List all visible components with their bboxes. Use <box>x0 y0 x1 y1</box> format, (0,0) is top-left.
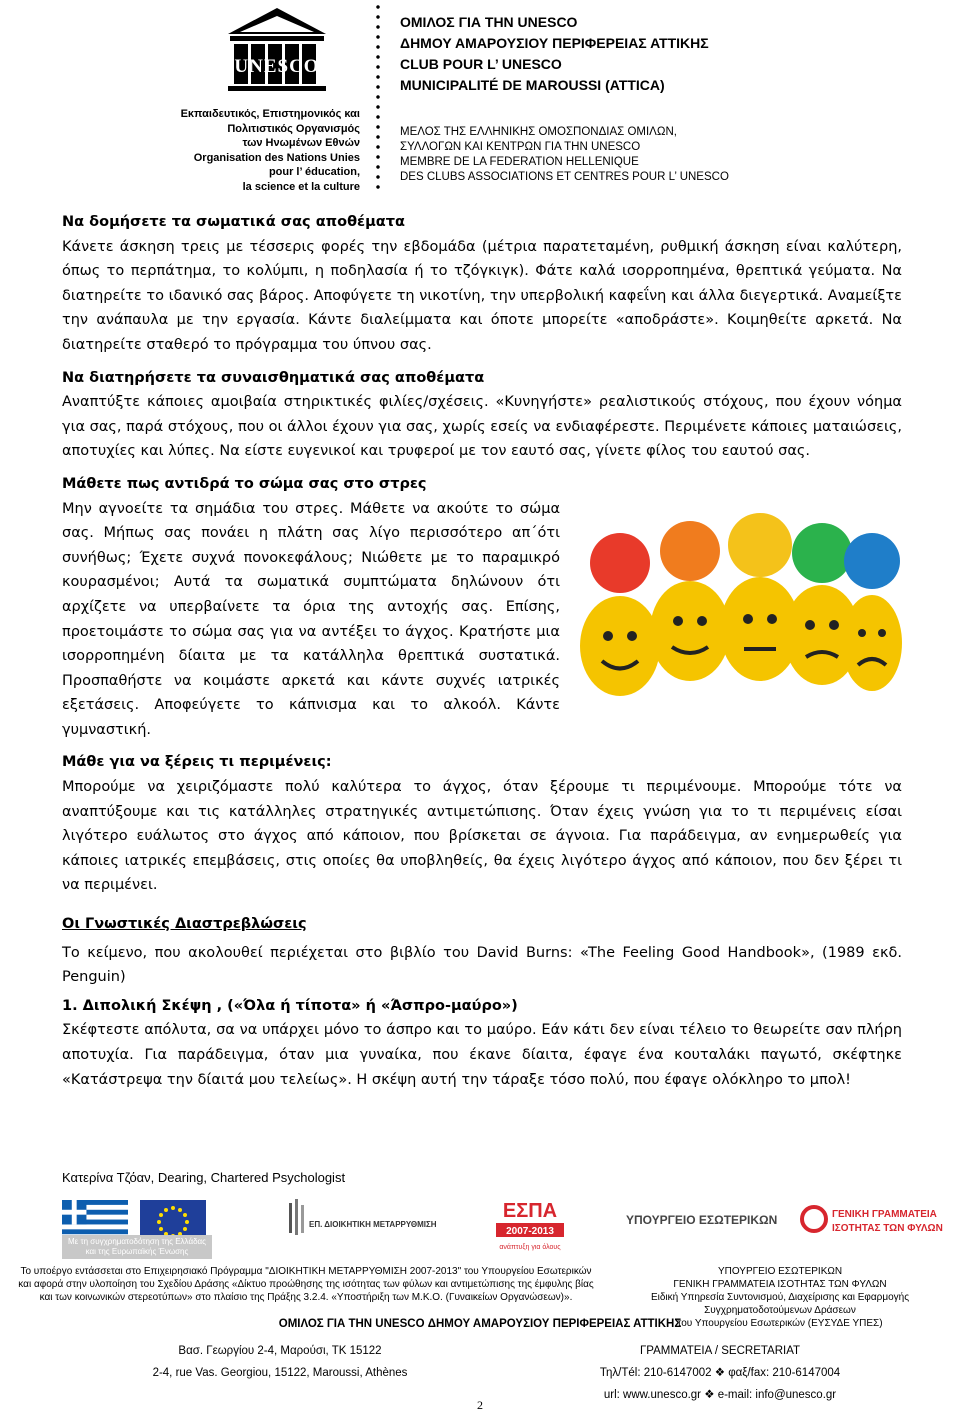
svg-text:2007-2013: 2007-2013 <box>506 1226 554 1237</box>
emoji-ball-1 <box>580 533 660 696</box>
footer-club-name: ΟΜΙΛΟΣ ΓΙΑ ΤΗΝ UNESCO ΔΗΜΟΥ ΑΜΑΡΟΥΣΙΟΥ ΠΕΡΙΦΕΡΕΙΑΣ ΑΤΤΙΚΗΣ <box>278 1318 682 1330</box>
emoji-ball-2 <box>650 521 730 681</box>
emoji-balls-image <box>572 501 902 706</box>
funding-authority: ΥΠΟΥΡΓΕΙΟ ΕΣΩΤΕΡΙΚΩΝ ΓΕΝΙΚΗ ΓΡΑΜΜΑΤΕΙΑ ΙΣΟΤΗΤΑΣ ΤΩΝ ΦΥΛΩΝ Ειδική Υπηρεσία Συντονισμού, Διαχείρισης και Εφαρμογής Συγχρηματοδοτούμενων Δράσεων του Υπουργείου Εσωτερικών (ΕΥΣΥΔΕ ΥΠΕΣ) <box>650 1266 910 1329</box>
espa-logo <box>490 1195 570 1255</box>
body-reserves-title: Να δομήσετε τα σωματικά σας αποθέματα <box>62 214 405 230</box>
club-membership: ΜΕΛΟΣ ΤΗΣ ΕΛΛΗΝΙΚΗΣ ΟΜΟΣΠΟΝΔΙΑΣ ΟΜΙΛΩΝ, ΣΥΛΛΟΓΩΝ ΚΑΙ ΚΕΝΤΡΩΝ ΓΙΑ ΤΗΝ UNESCO MEMBRE DE LA FEDERATION HELLENIQUE DES CLUBS ASSOCIATIONS ET CENTRES POUR L’ UNESCO <box>400 126 729 183</box>
svg-text:ΓΕΝΙΚΗ ΓΡΑΜΜΑΤΕΙΑ: ΓΕΝΙΚΗ ΓΡΑΜΜΑΤΕΙΑ <box>832 1209 937 1220</box>
sponsor-logos <box>0 1195 960 1275</box>
funding-statement: Το υποέργο εντάσσεται στο Επιχειρησιακό Πρόγραμμα "ΔΙΟΙΚΗΤΙΚΗ ΜΕΤΑΡΡΥΘΜΙΣΗ 2007-2013" του Υπουργείου Εσωτερικών και αφορά στην υλοποίηση του Σχεδίου Δράσης «Δίκτυο προώθησης της ισότητας των φύλων και αντιμετώπισης της έμφυλης βίας και των κοινωνικών στερεοτύπων» στο πλαίσιο της Πράξης 3.2.4. «Υποστήριξη των Μ.Κ.Ο. (Γυναικείων Οργανώσεων)». <box>18 1266 594 1303</box>
gender-equality-logo <box>798 1197 958 1247</box>
expectations-title: Μάθε για να ξέρεις τι περιμένεις: <box>62 754 332 771</box>
main-content <box>62 210 902 1092</box>
cognitive-distortions-text: Το κείμενο, που ακολουθεί περιέχεται στο βιβλίο του David Burns: «The Feeling Good Handbook», (1989 εκδ. Penguin) <box>62 944 902 986</box>
unesco-logo <box>222 6 332 96</box>
svg-text:ΕΣΠΑ: ΕΣΠΑ <box>502 1200 558 1222</box>
letterhead <box>0 0 960 200</box>
cognitive-distortions-title: Οι Γνωστικές Διαστρεβλώσεις <box>62 916 307 933</box>
club-title: ΟΜΙΛΟΣ ΓΙΑ ΤΗΝ UNESCO ΔΗΜΟΥ ΑΜΑΡΟΥΣΙΟΥ ΠΕΡΙΦΕΡΕΙΑΣ ΑΤΤΙΚΗΣ CLUB POUR L’ UNESCO MUNICIPALITÉ DE MAROUSSI (ATTICA) <box>400 14 709 93</box>
stress-body-text: Μην αγνοείτε τα σημάδια του στρες. Μάθετε να ακούτε το σώμα σας. Μήπως σας πονάει η πλάτη σας λίγο περισσότερο απ΄ότι συνήθως; Έχετε συχνά πονοκεφάλους; Νιώθετε με το παραμικρό κουρασμένοι; Αυτά τα σωματικά συμπτώματα δηλώνουν ότι αρχίζετε να υπερβαίνετε τα όρια της αντοχής σας. Επίσης, προετοιμάστε το σώμα σας για να αντέξει το άγχος. Κρατήστε μια ισορροπημένη δίαιτα με τα κατάλληλα θρεπτικά συστατικά. Προσπαθήστε να κοιμάστε αρκετά και κάντε συχνές ιατρικές εξετάσεις. Αποφεύγετε το κάπνισμα και το αλκοόλ. Κάντε γυμναστική. <box>62 500 560 738</box>
administrative-reform-logo <box>285 1197 437 1255</box>
stress-body-title: Μάθετε πως αντιδρά το σώμα σας στο στρες <box>62 475 427 492</box>
expectations-text: Μπορούμε να χειριζόμαστε πολύ καλύτερα το άγχος, όταν ξέρουμε τι περιμένουμε. Μπορούμε τότε να αναπτύξουμε και τις κατάλληλες στρατηγικές αντιμετώπισης. Όταν έχεις γνώση για το τι περιμένεις είσαι λιγότερο ευάλωτος στο άγχος από κάποιον, που βρίσκεται σε άγνοια. Για παράδειγμα, αν ενημερωθείς για κάποιες ιατρικές επεμβάσεις, στις οποίες θα υποβληθείς, θα έχεις λιγότερο άγχος από κάποιον, που δεν ξέρει τι να περιμένει. <box>62 779 902 894</box>
emotional-reserves-text: Αναπτύξτε κάποιες αμοιβαία στηρικτικές φιλίες/σχέσεις. «Κυνηγήστε» ρεαλιστικούς στόχους, που έχουν νόημα για σας, παρά στόχους, που οι άλλοι έχουν για σας, χωρίς εσείς να ενδιαφέρεστε. Περιμένετε κάποιες ματαιώσεις, αποτυχίες και λύπες. Να είστε ευγενικοί και τρυφεροί με τον εαυτό σας, γίνετε φίλος του εαυτού σας. <box>62 394 902 460</box>
page-number: 2 <box>477 1398 483 1412</box>
svg-text:UNESCO: UNESCO <box>234 56 320 77</box>
ministry-interior-label: ΥΠΟΥΡΓΕΙΟ ΕΣΩΤΕΡΙΚΩΝ <box>626 1213 778 1227</box>
unesco-org-name: Εκπαιδευτικός, Επιστημονικός και Πολιτιστικός Οργανισμός των Ηνωμένων Εθνών Organisation des Nations Unies pour l’ éducation, la science et la culture <box>180 108 360 193</box>
cofunding-label: Με τη συγχρηματοδότηση της Ελλάδας και της Ευρωπαϊκής Ένωσης <box>62 1235 212 1259</box>
svg-text:ΙΣΟΤΗΤΑΣ ΤΩΝ ΦΥΛΩΝ: ΙΣΟΤΗΤΑΣ ΤΩΝ ΦΥΛΩΝ <box>832 1223 943 1234</box>
emotional-reserves-title: Να διατηρήσετε τα συναισθηματικά σας αποθέματα <box>62 369 485 386</box>
all-or-nothing-title: 1. Διπολική Σκέψη , («Όλα ή τίποτα» ή «Άσπρο-μαύρο») <box>62 997 518 1014</box>
all-or-nothing-text: Σκέφτεστε απόλυτα, σα να υπάρχει μόνο το άσπρο και το μαύρο. Εάν κάτι δεν είναι τέλειο το θεωρείτε σαν πλήρη αποτυχία. Για παράδειγμα, όταν μια γυναίκα, που έκανε δίαιτα, έφαγε ένα κουταλάκι παγωτό, σκέφτηκε «Κατάστρεψα την δίαιτά μου τελείως». Η σκέψη αυτή την τάραξε τόσο πολύ, που έφαγε ολόκληρο το μπολ! <box>62 1022 902 1088</box>
author-credit: Κατερίνα Τζόαν, Dearing, Chartered Psychologist <box>62 1170 346 1185</box>
footer-address: Βασ. Γεωργίου 2-4, Μαρούσι, ΤΚ 15122 2-4, rue Vas. Georgiou, 15122, Maroussi, Athènes <box>152 1345 408 1379</box>
body-reserves-text: Κάνετε άσκηση τρεις με τέσσερις φορές την εβδομάδα (μέτρια παρατεταμένη, ρυθμική άσκηση είναι καλύτερη, όπως το περπάτημα, το κολύμπι, η ποδηλασία ή το τζόγκιγκ). Φάτε καλά ισορροπημένα, θρεπτικά γεύματα. Να διατηρείτε το ιδανικό σας βάρος. Αποφύγετε τη νικοτίνη, την υπερβολική καφεΐνη και άλλα διεγερτικά. Αναμείξτε την ανάπαυλα με την εργασία. Κάντε διαλείμματα και όποτε μπορείτε «αποδράστε». Κοιμηθείτε αρκετά. Να διατηρείτε σταθερό το πρόγραμμα του ύπνου σας. <box>62 238 902 353</box>
footer-contact: ΓΡΑΜΜΑΤΕΙΑ / SECRETARIAT Τηλ/Tél: 210-6147002 ❖ φαξ/fax: 210-6147004 url: www.unesco.gr ❖ e-mail: info@unesco.gr <box>599 1345 841 1401</box>
emoji-ball-5 <box>842 533 902 691</box>
svg-text:ανάπτυξη για όλους: ανάπτυξη για όλους <box>499 1244 561 1251</box>
svg-text:ΕΠ. ΔΙΟΙΚΗΤΙΚΗ ΜΕΤΑΡΡΥΘΜΙΣΗ: ΕΠ. ΔΙΟΙΚΗΤΙΚΗ ΜΕΤΑΡΡΥΘΜΙΣΗ <box>309 1220 437 1229</box>
dotted-divider <box>375 2 381 192</box>
